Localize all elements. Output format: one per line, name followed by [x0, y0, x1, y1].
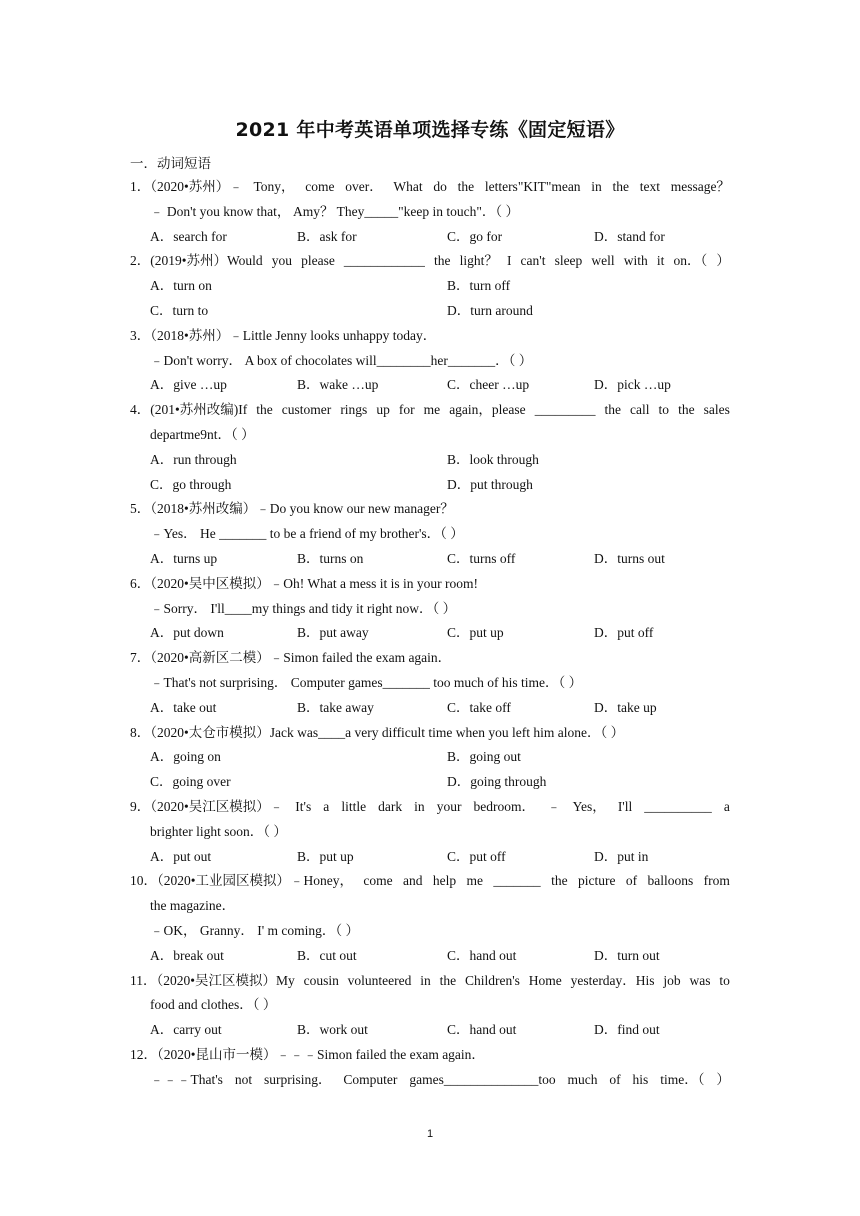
question-item: [0, 646, 860, 720]
answer-option[interactable]: A．put out: [150, 848, 212, 864]
answer-option[interactable]: B．put up: [297, 848, 354, 864]
answer-option[interactable]: B．going out: [447, 749, 521, 765]
answer-option[interactable]: D．turn around: [447, 302, 533, 318]
question-stem: 4．(201•苏州改编)If the customer rings up for me again，please _________ the call to the sales: [130, 402, 730, 418]
answer-option[interactable]: B．put away: [297, 625, 369, 641]
question-item: [0, 249, 860, 323]
answer-option[interactable]: B．wake …up: [297, 377, 379, 393]
answer-option[interactable]: D．pick …up: [594, 377, 671, 393]
question-stem: 8．（2020•太仓市模拟）Jack was____a very difficult time when you left him alone．（ ）: [130, 724, 625, 740]
question-continuation: ﹣OK， Granny． I' m coming．（ ）: [150, 922, 360, 938]
answer-option[interactable]: A．carry out: [150, 1022, 222, 1038]
question-continuation: ﹣That's not surprising． Computer games_______ too much of his time．（ ）: [150, 674, 583, 690]
page-number: 1: [426, 1128, 434, 1140]
question-item: [0, 795, 860, 869]
question-continuation: food and clothes．（ ）: [150, 997, 277, 1013]
options-row: [0, 547, 860, 572]
question-item: [0, 969, 860, 1043]
options-row: [0, 299, 860, 324]
question-continuation: ﹣Don't worry． A box of chocolates will________her_______．（ ）: [150, 352, 533, 368]
answer-option[interactable]: C．hand out: [447, 947, 517, 963]
options-row: [0, 274, 860, 299]
question-item: [0, 324, 860, 398]
question-stem: 12．（2020•昆山市一模）﹣﹣﹣Simon failed the exam again．: [130, 1046, 485, 1062]
answer-option[interactable]: B．take away: [297, 699, 374, 715]
answer-option[interactable]: D．going through: [447, 774, 547, 790]
answer-option[interactable]: D．put through: [447, 476, 533, 492]
options-row: [0, 473, 860, 498]
question-stem: 11．（2020•吴江区模拟）My cousin volunteered in the Children's Home yesterday．His job was to: [130, 972, 730, 988]
question-item: [0, 869, 860, 968]
question-continuation: ﹣﹣﹣That's not surprising． Computer games______________too much of his time．（ ）: [150, 1071, 730, 1087]
question-item: [0, 721, 860, 795]
options-row: [0, 770, 860, 795]
question-item: [0, 497, 860, 571]
question-continuation: ﹣Yes． He _______ to be a friend of my brother's．（ ）: [150, 526, 464, 542]
answer-option[interactable]: A．turn on: [150, 278, 212, 294]
question-continuation: ﹣ Don't you know that， Amy？ They_____"keep in touch"．（ ）: [150, 203, 520, 219]
question-stem: 2．(2019•苏州）Would you please ____________ the light？ I can't sleep well with it on．（ ）: [130, 253, 730, 269]
options-row: [0, 225, 860, 250]
question-stem: 10．（2020•工业园区模拟）﹣Honey， come and help me _______ the picture of balloons from: [130, 873, 730, 889]
section-heading: 一．动词短语: [130, 156, 211, 172]
answer-option[interactable]: A．going on: [150, 749, 221, 765]
question-item: [0, 572, 860, 646]
answer-option[interactable]: A．put down: [150, 625, 224, 641]
answer-option[interactable]: C．cheer …up: [447, 377, 530, 393]
question-item: [0, 398, 860, 497]
answer-option[interactable]: C．turn to: [150, 302, 209, 318]
question-continuation: the magazine．: [150, 898, 236, 914]
page-title: 2021 年中考英语单项选择专练《固定短语》: [235, 119, 625, 141]
answer-option[interactable]: A．turns up: [150, 550, 218, 566]
answer-option[interactable]: C．hand out: [447, 1022, 517, 1038]
answer-option[interactable]: C．take off: [447, 699, 511, 715]
answer-option[interactable]: A．break out: [150, 947, 224, 963]
answer-option[interactable]: D．turn out: [594, 947, 660, 963]
options-row: [0, 621, 860, 646]
question-list: [0, 175, 860, 1092]
answer-option[interactable]: B．cut out: [297, 947, 357, 963]
options-row: [0, 696, 860, 721]
answer-option[interactable]: C．turns off: [447, 550, 516, 566]
answer-option[interactable]: D．find out: [594, 1022, 660, 1038]
answer-option[interactable]: A．take out: [150, 699, 217, 715]
question-continuation: departme9nt．（ ）: [150, 426, 255, 442]
question-continuation: brighter light soon．（ ）: [150, 823, 287, 839]
answer-option[interactable]: D．stand for: [594, 228, 665, 244]
question-continuation: ﹣Sorry． I'll____my things and tidy it right now．（ ）: [150, 600, 457, 616]
answer-option[interactable]: B．ask for: [297, 228, 357, 244]
answer-option[interactable]: A．run through: [150, 451, 237, 467]
answer-option[interactable]: B．work out: [297, 1022, 368, 1038]
answer-option[interactable]: A．search for: [150, 228, 227, 244]
options-row: [0, 845, 860, 870]
answer-option[interactable]: D．put off: [594, 625, 654, 641]
question-stem: 3．（2018•苏州）﹣Little Jenny looks unhappy today．: [130, 327, 437, 343]
answer-option[interactable]: B．turn off: [447, 278, 511, 294]
answer-option[interactable]: D．put in: [594, 848, 649, 864]
answer-option[interactable]: D．turns out: [594, 550, 665, 566]
answer-option[interactable]: B．look through: [447, 451, 539, 467]
options-row: [0, 448, 860, 473]
question-stem: 7．（2020•高新区二模）﹣Simon failed the exam again．: [130, 650, 452, 666]
options-row: [0, 373, 860, 398]
answer-option[interactable]: C．going over: [150, 774, 231, 790]
question-item: [0, 1043, 860, 1093]
answer-option[interactable]: C．go through: [150, 476, 232, 492]
question-item: [0, 175, 860, 249]
question-stem: 5．（2018•苏州改编）﹣Do you know our new manager？: [130, 501, 454, 517]
question-stem: 6．（2020•吴中区模拟）﹣Oh! What a mess it is in your room!: [130, 575, 478, 591]
answer-option[interactable]: A．give …up: [150, 377, 227, 393]
answer-option[interactable]: C．go for: [447, 228, 503, 244]
answer-option[interactable]: C．put up: [447, 625, 504, 641]
options-row: [0, 1018, 860, 1043]
options-row: [0, 745, 860, 770]
question-stem: 9．（2020•吴江区模拟）﹣ It's a little dark in your bedroom． ﹣ Yes， I'll __________ a: [130, 798, 730, 814]
answer-option[interactable]: D．take up: [594, 699, 657, 715]
answer-option[interactable]: B．turns on: [297, 550, 364, 566]
question-stem: 1．（2020•苏州）﹣ Tony， come over． What do the letters"KIT"mean in the text message？: [130, 179, 730, 194]
answer-option[interactable]: C．put off: [447, 848, 506, 864]
options-row: [0, 944, 860, 969]
